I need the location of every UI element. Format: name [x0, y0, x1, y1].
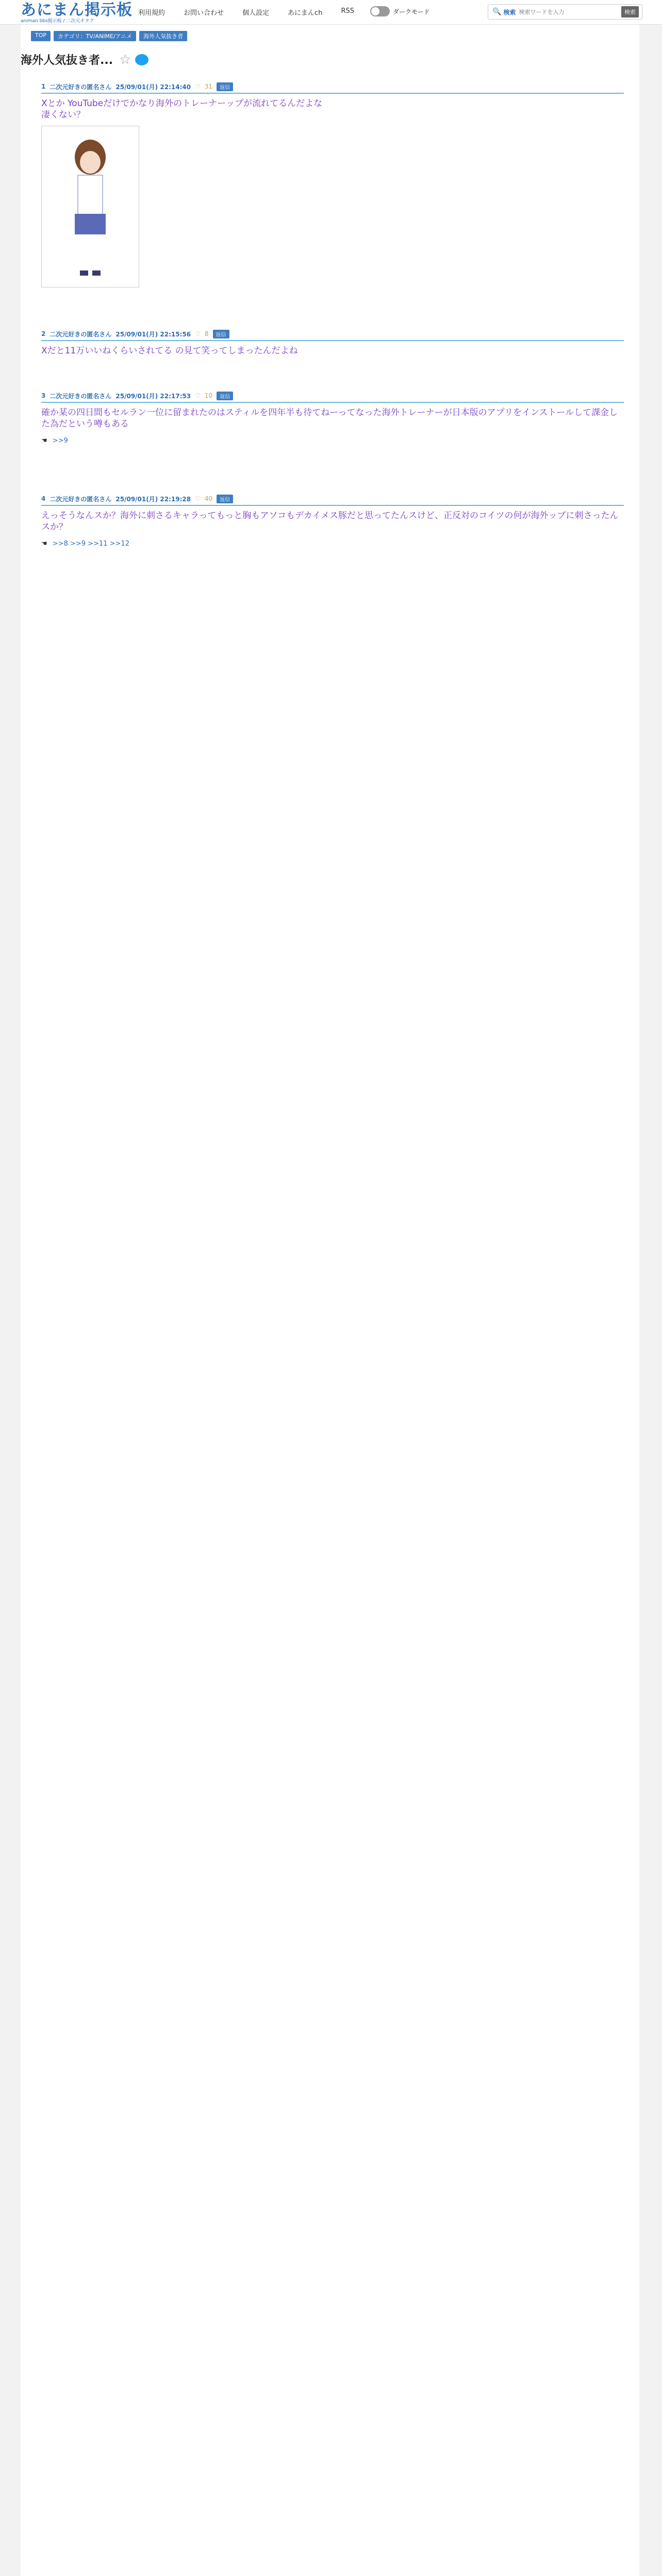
site-header — [0, 0, 662, 25]
post-date: 25/09/01(月) 22:17:53 — [115, 392, 191, 400]
replies-row — [41, 540, 624, 548]
post-line: 凄くない？ — [41, 110, 85, 120]
nav-settings[interactable]: 個人設定 — [242, 9, 270, 17]
search-label: 検索 — [503, 8, 516, 16]
post-line: Xとか YouTubeだけでかなり海外のトレーナーップが流れてるんだよな — [41, 98, 323, 109]
nav-rss[interactable]: RSS — [341, 7, 354, 15]
post-author: 二次元好きの匿名さん — [49, 392, 112, 400]
post-date: 25/09/01(月) 22:14:40 — [115, 83, 191, 91]
search-input[interactable] — [519, 9, 606, 15]
dark-mode-toggle[interactable] — [370, 6, 430, 16]
post-header — [41, 392, 624, 400]
post — [41, 82, 624, 287]
dark-mode-label: ダークモード — [393, 8, 430, 15]
post-header — [41, 495, 624, 503]
post-body — [41, 345, 624, 357]
reply-button[interactable]: 返信 — [217, 82, 233, 91]
post-line: Xだと11万いいねくらいされてる の見て笑ってしまったんだよね — [41, 346, 298, 356]
post-number[interactable]: 4 — [41, 495, 46, 502]
post-body — [41, 510, 624, 533]
crumb-thread[interactable]: 海外人気抜き者 — [139, 31, 187, 41]
reply-links[interactable]: >>9 — [52, 437, 68, 445]
post — [41, 330, 624, 357]
divider — [41, 340, 624, 341]
heart-icon[interactable]: ♡ — [195, 330, 201, 337]
replies-row — [41, 437, 624, 445]
hand-icon: ☚ — [41, 437, 47, 445]
post-number[interactable]: 1 — [41, 83, 46, 90]
thread-title-row — [21, 52, 148, 67]
divider — [41, 402, 624, 403]
divider — [41, 93, 624, 94]
nav-animanch[interactable]: あにまんch — [288, 9, 323, 17]
post-date: 25/09/01(月) 22:15:56 — [115, 330, 191, 338]
reply-button[interactable]: 返信 — [217, 392, 233, 400]
heart-icon[interactable]: ♡ — [195, 392, 201, 399]
crumb-top[interactable]: TOP — [31, 31, 51, 41]
post-line: 確か某の四日間もセルラン一位に留まれたのはスティルを四年半も待てねーってなった海外トレーナーが日本版のアプリをインストールして課金した為だという噂もある — [41, 408, 618, 429]
divider — [41, 505, 624, 506]
heart-count: 10 — [204, 392, 213, 399]
post-header — [41, 82, 624, 91]
search-button[interactable]: 検索 — [621, 6, 639, 18]
heart-count: 31 — [204, 83, 213, 90]
nav-contact[interactable]: お問い合わせ — [184, 9, 224, 17]
top-nav — [138, 7, 373, 17]
post — [41, 495, 624, 548]
search-icon: 🔍 — [492, 8, 502, 16]
crumb-category[interactable]: カテゴリ：TV/ANIME/アニメ — [54, 31, 136, 41]
reply-button[interactable]: 返信 — [213, 330, 229, 338]
post-author: 二次元好きの匿名さん — [49, 83, 112, 91]
heart-count: 40 — [204, 495, 213, 502]
heart-count: 8 — [204, 330, 209, 337]
post-date: 25/09/01(月) 22:19:28 — [115, 495, 191, 503]
hand-icon: ☚ — [41, 540, 47, 548]
toggle-switch[interactable] — [370, 6, 390, 16]
nav-terms[interactable]: 利用規約 — [138, 9, 166, 17]
post-number[interactable]: 3 — [41, 392, 46, 399]
logo-text: あにまん掲示板 — [21, 1, 133, 19]
logo-subtext: animan bbs掲示板 / 二次元オタク — [21, 19, 94, 24]
post-number[interactable]: 2 — [41, 330, 46, 337]
heart-icon[interactable]: ♡ — [195, 83, 201, 90]
post-header — [41, 330, 624, 338]
post-author: 二次元好きの匿名さん — [49, 495, 112, 503]
twitter-icon[interactable] — [135, 54, 148, 65]
attached-image[interactable] — [41, 126, 139, 287]
site-logo[interactable] — [21, 2, 133, 24]
horse-girl-illustration — [42, 126, 139, 287]
star-icon[interactable]: ☆ — [119, 52, 131, 67]
search-box — [488, 4, 642, 20]
post-author: 二次元好きの匿名さん — [49, 330, 112, 338]
heart-icon[interactable]: ♡ — [195, 495, 201, 502]
breadcrumb — [31, 31, 187, 41]
post-line: えっそうなんスか？海外に刺さるキャラってもっと胸もアソコもデカイメス豚だと思ってたんスけど、正反対のコイツの何が海外ッブに刺さったんスか？ — [41, 511, 619, 532]
post-body — [41, 98, 624, 121]
post — [41, 392, 624, 445]
reply-links[interactable]: >>8 >>9 >>11 >>12 — [52, 540, 129, 548]
page-title: 海外人気抜き者... — [21, 54, 113, 67]
post-body — [41, 407, 624, 430]
reply-button[interactable]: 返信 — [217, 495, 233, 503]
